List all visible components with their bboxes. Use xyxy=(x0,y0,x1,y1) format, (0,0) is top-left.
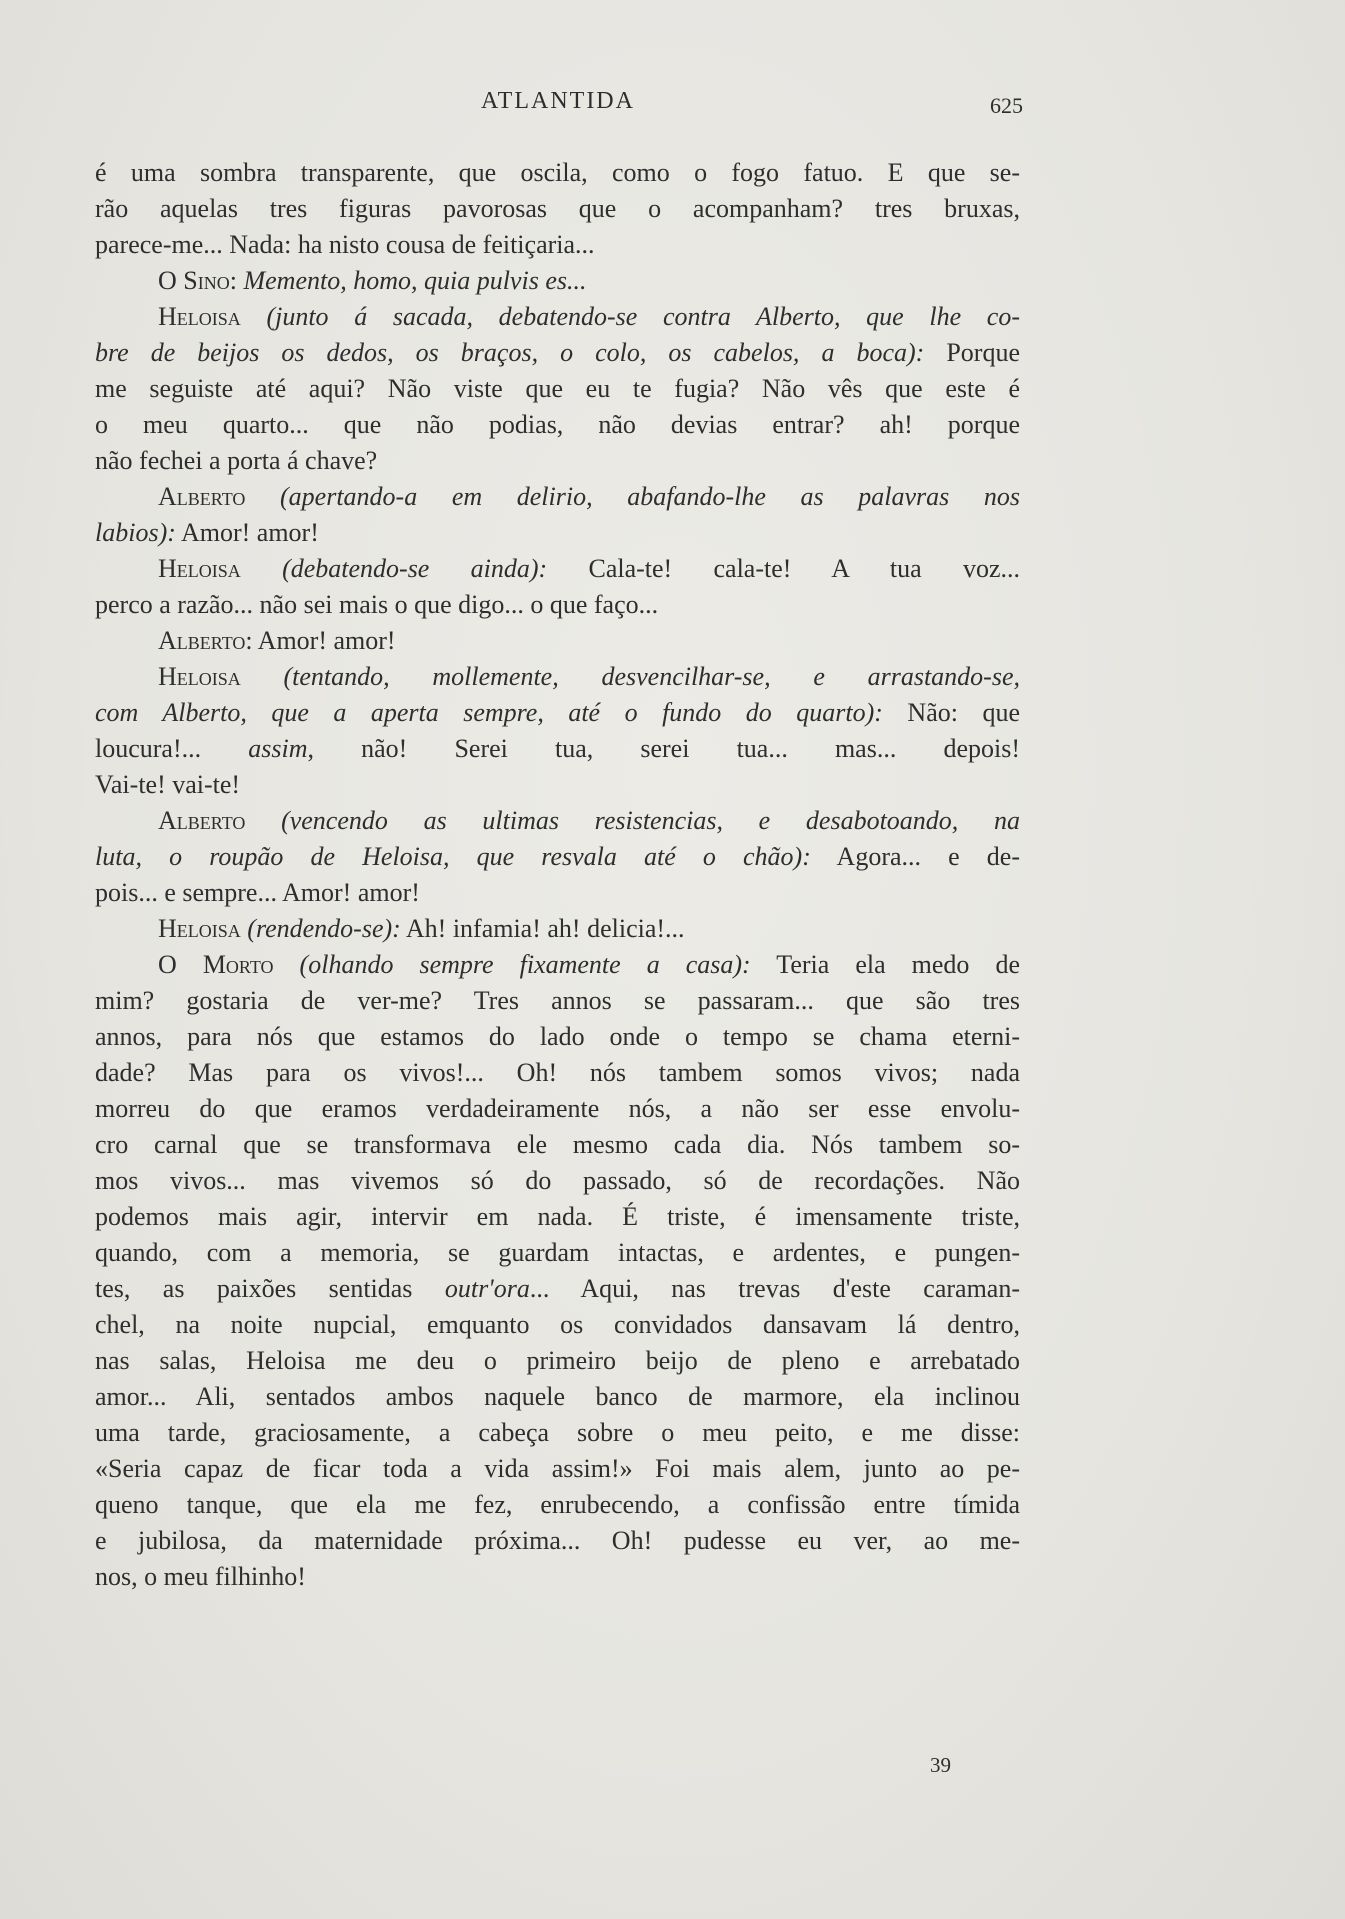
text-line xyxy=(95,1127,1020,1163)
text-run: Amor! amor! xyxy=(175,518,319,547)
text-run: parece-me... Nada: ha nisto cousa de feitiçaria... xyxy=(95,230,595,259)
text-run: : Amor! amor! xyxy=(245,626,396,655)
text-run: morreu do que eramos verdadeiramente nós, a não ser esse envolu- xyxy=(95,1094,1020,1123)
text-run: quando, com a memoria, se guardam intactas, e ardentes, e pungen- xyxy=(95,1238,1020,1267)
signature-mark: 39 xyxy=(930,1753,951,1777)
text-line xyxy=(95,1199,1020,1235)
speaker-name: Heloisa xyxy=(158,914,241,943)
speaker-name: Morto xyxy=(202,950,274,979)
text-line xyxy=(95,1019,1020,1055)
text-line xyxy=(95,335,1020,371)
text-line xyxy=(95,299,1020,335)
speaker-name: Alberto xyxy=(158,626,246,655)
text-line xyxy=(95,803,1020,839)
page-number: 625 xyxy=(990,93,1023,118)
text-run: cro carnal que se transformava ele mesmo cada dia. Nós tambem so- xyxy=(95,1130,1020,1159)
text-run: nas salas, Heloisa me deu o primeiro beijo de pleno e arrebatado xyxy=(95,1346,1020,1375)
text-run: Porque xyxy=(924,338,1020,367)
text-line xyxy=(95,911,1020,947)
text-line xyxy=(95,947,1020,983)
text-line xyxy=(95,1091,1020,1127)
stage-direction: (olhando sempre fixamente a casa): xyxy=(273,950,751,979)
text-line xyxy=(95,623,1020,659)
stage-direction: (junto á sacada, debatendo-se contra Alberto, que lhe co- xyxy=(240,302,1020,331)
text-line xyxy=(95,1487,1020,1523)
text-run: é uma sombra transparente, que oscila, como o fogo fatuo. E que se- xyxy=(95,158,1020,187)
stage-direction: outr'ora xyxy=(444,1274,530,1303)
text-line xyxy=(95,443,1020,479)
text-run: ... Aqui, nas trevas d'este caraman- xyxy=(529,1274,1020,1303)
running-header xyxy=(93,88,1023,128)
text-line xyxy=(95,731,1020,767)
text-line xyxy=(95,479,1020,515)
text-run: chel, na noite nupcial, emquanto os convidados dansavam lá dentro, xyxy=(95,1310,1020,1339)
text-line xyxy=(95,551,1020,587)
text-line xyxy=(95,1271,1020,1307)
text-line xyxy=(95,1055,1020,1091)
text-run: O xyxy=(158,950,203,979)
text-run: O xyxy=(158,266,184,295)
speaker-name: Heloisa xyxy=(158,554,241,583)
text-run: «Seria capaz de ficar toda a vida assim!» Foi mais alem, junto ao pe- xyxy=(95,1454,1020,1483)
text-run: amor... Ali, sentados ambos naquele banco de marmore, ela inclinou xyxy=(95,1382,1020,1411)
text-run: me seguiste até aqui? Não viste que eu te fugia? Não vês que este é xyxy=(95,374,1020,403)
text-run: Vai-te! vai-te! xyxy=(95,770,241,799)
text-line xyxy=(95,587,1020,623)
text-line xyxy=(95,659,1020,695)
stage-direction: Memento, homo, quia pulvis es... xyxy=(243,266,587,295)
text-run: rão aquelas tres figuras pavorosas que o acompanham? tres bruxas, xyxy=(95,194,1020,223)
text-line xyxy=(95,767,1020,803)
text-run: podemos mais agir, intervir em nada. É triste, é imensamente triste, xyxy=(95,1202,1020,1231)
text-run: Cala-te! cala-te! A tua voz... xyxy=(547,554,1020,583)
text-line xyxy=(95,1559,1020,1595)
text-run: perco a razão... não sei mais o que digo... o que faço... xyxy=(95,590,659,619)
speaker-name: Heloisa xyxy=(158,302,241,331)
text-run: mim? gostaria de ver-me? Tres annos se passaram... que são tres xyxy=(95,986,1020,1015)
text-line xyxy=(95,407,1020,443)
running-title: ATLANTIDA xyxy=(481,88,635,114)
text-run: annos, para nós que estamos do lado onde o tempo se chama eterni- xyxy=(95,1022,1020,1051)
text-line xyxy=(95,839,1020,875)
text-run: : xyxy=(229,266,244,295)
text-run: não fechei a porta á chave? xyxy=(95,446,378,475)
text-line xyxy=(95,1415,1020,1451)
text-run: Agora... e de- xyxy=(810,842,1021,871)
stage-direction: (rendendo-se): xyxy=(240,914,401,943)
text-run: mos vivos... mas vivemos só do passado, só de recordações. Não xyxy=(95,1166,1020,1195)
speaker-name: Sino xyxy=(183,266,230,295)
text-line xyxy=(95,1343,1020,1379)
stage-direction: (vencendo as ultimas resistencias, e desabotoando, na xyxy=(245,806,1020,835)
speaker-name: Alberto xyxy=(158,482,246,511)
text-line xyxy=(95,1235,1020,1271)
text-line xyxy=(95,1163,1020,1199)
text-line xyxy=(95,227,1020,263)
text-run: loucura!... xyxy=(95,734,249,763)
speaker-name: Heloisa xyxy=(158,662,241,691)
stage-direction: assim xyxy=(248,734,308,763)
text-run: e jubilosa, da maternidade próxima... Oh! pudesse eu ver, ao me- xyxy=(95,1526,1020,1555)
text-run: tes, as paixões sentidas xyxy=(95,1274,445,1303)
stage-direction: (apertando-a em delirio, abafando-lhe as palavras nos xyxy=(245,482,1020,511)
text-run: dade? Mas para os vivos!... Oh! nós tambem somos vivos; nada xyxy=(95,1058,1020,1087)
text-run: uma tarde, graciosamente, a cabeça sobre o meu peito, e me disse: xyxy=(95,1418,1020,1447)
text-run: o meu quarto... que não podias, não devias entrar? ah! porque xyxy=(95,410,1020,439)
text-line xyxy=(95,155,1020,191)
text-line xyxy=(95,515,1020,551)
stage-direction: labios): xyxy=(95,518,176,547)
stage-direction: (tentando, mollemente, desvencilhar-se, e arrastando-se, xyxy=(240,662,1020,691)
text-run: nos, o meu filhinho! xyxy=(95,1562,306,1591)
text-line xyxy=(95,875,1020,911)
text-line xyxy=(95,983,1020,1019)
text-line xyxy=(95,1523,1020,1559)
text-line xyxy=(95,1451,1020,1487)
text-run: Ah! infamia! ah! delicia!... xyxy=(400,914,685,943)
text-line xyxy=(95,191,1020,227)
text-line xyxy=(95,1307,1020,1343)
text-run: Teria ela medo de xyxy=(750,950,1020,979)
text-run: queno tanque, que ela me fez, enrubecendo, a confissão entre tímida xyxy=(95,1490,1020,1519)
text-run: , não! Serei tua, serei tua... mas... depois! xyxy=(307,734,1020,763)
text-line xyxy=(95,371,1020,407)
text-line xyxy=(95,263,1020,299)
text-line xyxy=(95,1379,1020,1415)
text-run: Não: que xyxy=(882,698,1020,727)
text-line xyxy=(95,695,1020,731)
stage-direction: (debatendo-se ainda): xyxy=(240,554,548,583)
stage-direction: com Alberto, que a aperta sempre, até o fundo do quarto): xyxy=(95,698,883,727)
stage-direction: luta, o roupão de Heloisa, que resvala até o chão): xyxy=(95,842,811,871)
text-run: pois... e sempre... Amor! amor! xyxy=(95,878,420,907)
stage-direction: bre de beijos os dedos, os braços, o colo, os cabelos, a boca): xyxy=(95,338,925,367)
speaker-name: Alberto xyxy=(158,806,246,835)
body-text xyxy=(95,155,1020,1595)
